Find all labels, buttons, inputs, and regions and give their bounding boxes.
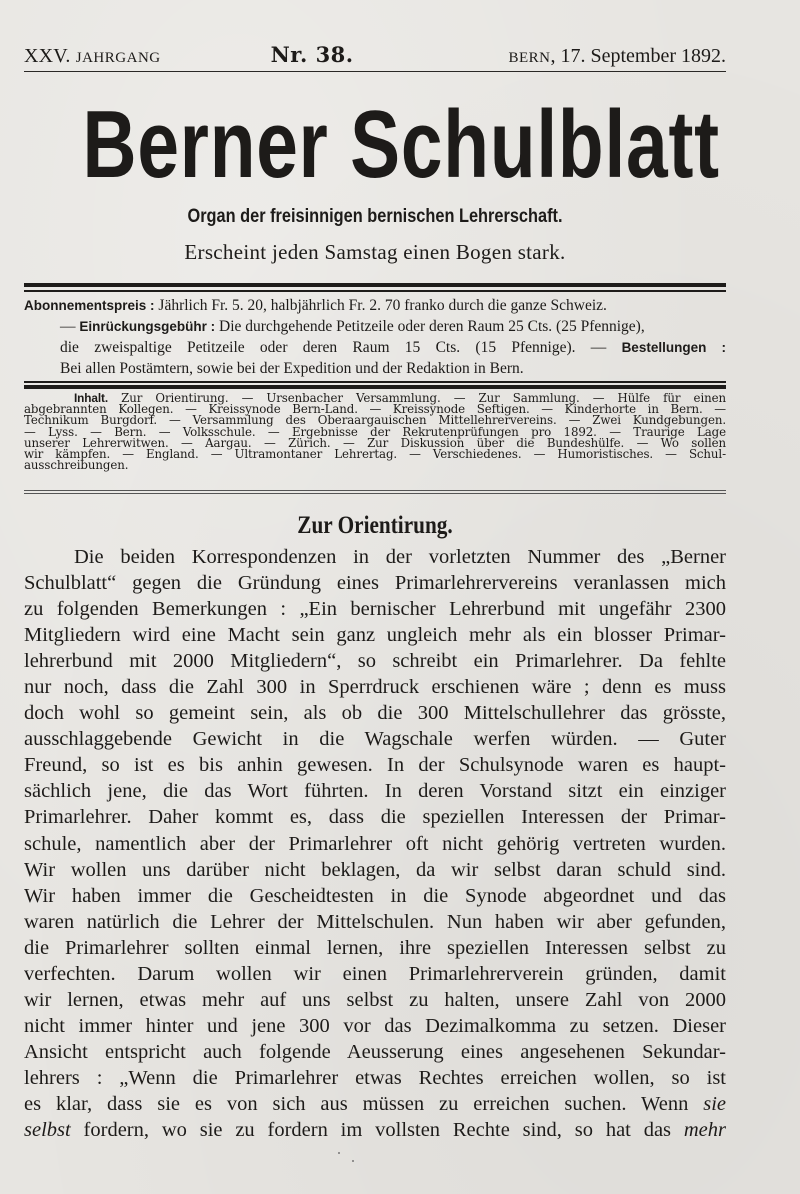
- article-line: zu folgenden Bemerkungen : „Ein bernischer Lehrerbund mit ungefähr 2300: [24, 598, 726, 621]
- advertising-fee: [24, 316, 726, 337]
- paper-speck: [352, 1160, 354, 1162]
- subscription-info: [24, 295, 726, 379]
- article-title: Zur Orientirung.: [297, 512, 453, 539]
- masthead-info-line: [24, 42, 726, 66]
- place-date: [508, 45, 726, 68]
- contents-text: Zur Orientirung. — Ursenbacher Versammlung. — Zur Sammlung. — Hülfe für einen: [108, 391, 726, 405]
- contents-line: ausschreibungen.: [24, 458, 129, 473]
- article-line: Freund, so ist es bis anhin gewesen. In der Schulsynode waren es haupt-: [24, 754, 726, 777]
- divider-rule-thick: [24, 283, 726, 287]
- article-line: Mitgliedern wird eine Macht sein ganz ungleich mehr als ein blosser Primar-: [24, 624, 726, 647]
- newspaper-subtitle: Organ der freisinnigen bernischen Lehrerschaft.: [187, 206, 563, 227]
- dash: —: [60, 318, 80, 335]
- article-line: doch wohl so gemeint sein, als ob die 300 Mittelschullehrer das grösste,: [24, 702, 726, 725]
- article-line: sächlich jene, die das Wort führten. In deren Vorstand sitzt ein einziger: [24, 780, 726, 803]
- article-line: ausschlaggebende Gewicht in die Wagschale werfen würden. — Guter: [24, 728, 726, 751]
- fee-text: Die durchgehende Petitzeile oder deren Raum 25 Cts. (25 Pfennige),: [215, 318, 645, 335]
- advertising-fee-cont: [24, 337, 726, 358]
- fee-text-2: die zweispaltige Petitzeile oder deren Raum 15 Cts. (15 Pfennige). —: [60, 339, 622, 356]
- article-line: wir lernen, etwas mehr auf uns selbst zu halten, unsere Zahl von 2000: [24, 988, 726, 1011]
- contents-line: unserer Lehrerwitwen. — Aargau. — Zürich. — Zur Diskussion über die Bundeshülfe. — Wo sollen: [24, 435, 726, 450]
- article-line: Primarlehrer. Daher kommt es, dass die speziellen Interessen der Primar-: [24, 806, 726, 829]
- divider-rule-thick: [24, 385, 726, 389]
- newspaper-title: Berner Schulblatt: [82, 91, 720, 198]
- article-line: lehrerbund mit 2000 Mitgliedern“, so schreibt ein Primarlehrer. Da fehlte: [24, 650, 726, 673]
- article-line: Ansicht entspricht auch folgende Aeusserung eines angesehenen Sekundar-: [24, 1040, 726, 1063]
- emphasis: selbst: [24, 1119, 71, 1142]
- price-label: Abonnementspreis :: [24, 298, 155, 313]
- contents-label: Inhalt.: [74, 391, 109, 405]
- contents-line: — Lyss. — Bern. — Volksschule. — Ergebnisse der Rekrutenprüfungen pro 1892. — Traurige Lage: [24, 424, 726, 439]
- divider-rule: [24, 490, 726, 491]
- place: BERN: [508, 50, 551, 66]
- article-line: nur noch, dass die Zahl 300 in Sperrdruck erschienen wäre ; denn es muss: [24, 676, 726, 699]
- article-text: fordern, wo sie zu fordern im vollsten Rechte sind, so hat das: [70, 1119, 684, 1142]
- divider-rule: [24, 71, 726, 72]
- date: , 17. September 1892.: [550, 45, 726, 67]
- publication-schedule: Erscheint jeden Samstag einen Bogen stark.: [184, 240, 566, 264]
- article-line: [24, 1091, 726, 1117]
- article-line: Wir wollen uns darüber nicht beklagen, da wir selbst daran schuld sind.: [24, 858, 726, 881]
- article-text: es klar, dass sie es von sich aus müssen zu erreichen suchen. Wenn: [24, 1092, 704, 1115]
- divider-rule: [24, 493, 726, 494]
- article-line: verfechten. Darum wollen wir einen Primarlehrerverein gründen, damit: [24, 962, 726, 985]
- article-body: [24, 544, 726, 1143]
- article-line: nicht immer hinter und jene 300 vor das Dezimalkomma zu setzen. Dieser: [24, 1014, 726, 1037]
- issue-number: Nr. 38.: [270, 42, 354, 67]
- contents-line: wir kämpfen. — England. — Ultramontaner Lehrertag. — Verschiedenes. — Humoristisches. — Schul-: [24, 447, 726, 462]
- paper-speck: [338, 1152, 340, 1154]
- article-line: schule, namentlich aber der Primarlehrer oft nicht gehörig vertreten wurden.: [24, 832, 726, 855]
- article-line: die Primarlehrer sollten einmal lernen, ihre speziellen Interessen selbst zu: [24, 936, 726, 959]
- article-line: waren natürlich die Lehrer der Mittelschulen. Nun haben wir aber gefunden,: [24, 910, 726, 933]
- price-text: Jährlich Fr. 5. 20, halbjährlich Fr. 2. 70 franko durch die ganze Schweiz.: [154, 297, 607, 314]
- contents-line: Technikum Burgdorf. — Versammlung des Oberaargauischen Mittellehrervereins. — Zwei Kundgebungen.: [24, 413, 726, 428]
- fee-label: Einrückungsgebühr :: [79, 319, 216, 334]
- subscription-price: [24, 295, 726, 316]
- volume: XXV. JAHRGANG: [24, 45, 161, 67]
- article-line: Die beiden Korrespondenzen in der vorletzten Nummer des „Berner: [74, 546, 726, 568]
- divider-rule-thin: [24, 290, 726, 292]
- table-of-contents: [24, 393, 726, 471]
- orders-info: Bei allen Postämtern, sowie bei der Expedition und der Redaktion in Bern.: [60, 360, 524, 377]
- article-line: Wir haben immer die Gescheidtesten in die Synode abgeordnet und das: [24, 884, 726, 907]
- article-line: lehrers : „Wenn die Primarlehrer etwas Rechtes erreichen wollen, so ist: [24, 1066, 726, 1089]
- emphasis: mehr: [683, 1119, 726, 1142]
- emphasis: sie: [703, 1092, 726, 1115]
- volume-label: JAHRGANG: [75, 50, 161, 66]
- article-line: [24, 1117, 726, 1143]
- divider-rule-thin: [24, 381, 726, 383]
- orders-label: Bestellungen :: [621, 340, 726, 355]
- article-line: Schulblatt“ gegen die Gründung eines Primarlehrervereins veranlassen mich: [24, 572, 726, 595]
- contents-line: abgebrannten Kollegen. — Kreissynode Bern-Land. — Kreissynode Seftigen. — Kinderhorte in Bern. —: [24, 402, 726, 417]
